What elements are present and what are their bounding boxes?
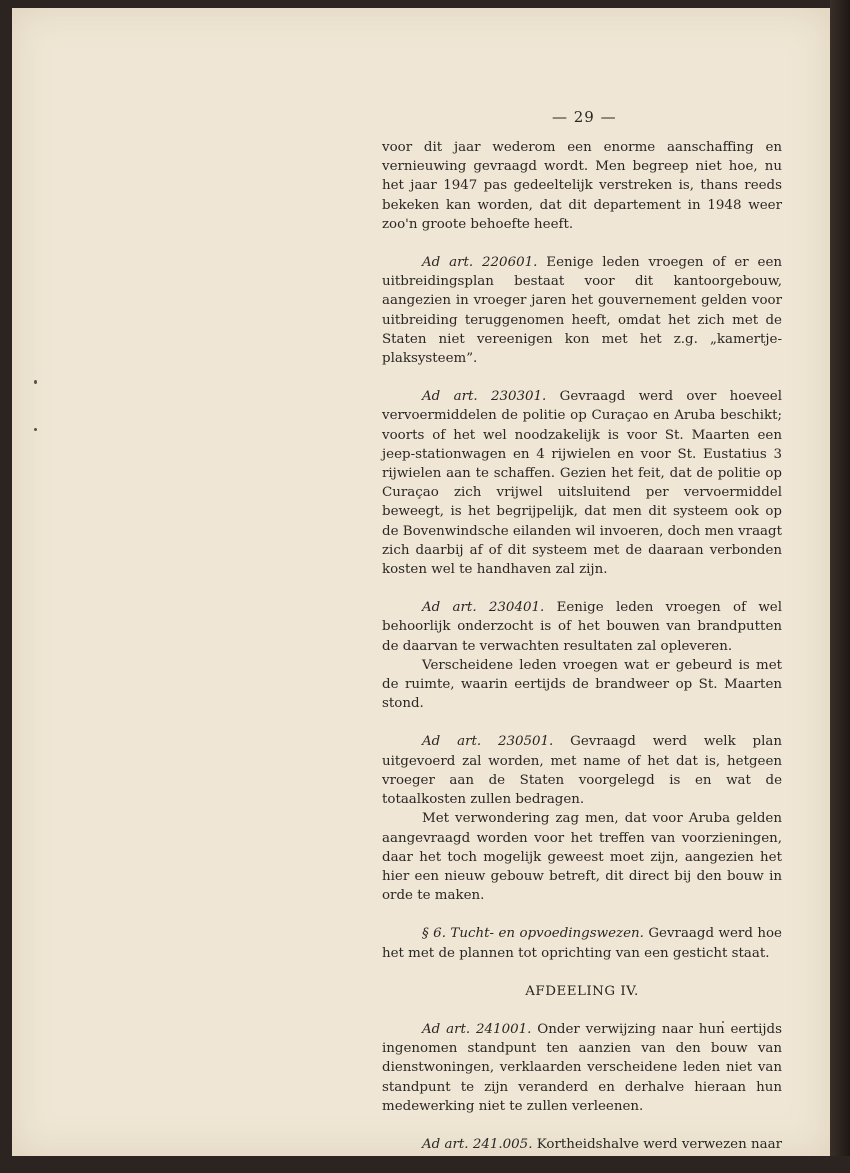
paragraph-text: voor dit jaar wederom een enorme aanschaffing en vernieuwing gevraagd wordt. Men begreep niet hoe, nu het jaar 1947 pas gedeeltelijk verstreken is, thans reeds bekeken kan worden, dat dit departement in 1948 weer zoo'n groote behoefte heeft. [382,140,782,232]
paragraph [382,809,782,905]
article-reference: Ad art. 230401. [422,600,545,616]
paragraph [382,1020,782,1116]
paragraph [382,656,782,714]
speck [34,380,37,384]
paragraph [382,598,782,656]
paragraph-text: Gevraagd werd over hoeveel vervoermiddelen de politie op Curaçao en Aruba beschikt; voorts of het wel noodzakelijk is voor St. Maarten een jeep-stationwagen en 4 rijwielen en voor St. Eustatius 3 rijwielen aan te schaffen. Gezien het feit, dat de politie op Curaçao zich vrijwel uitsluitend per vervoermiddel beweegt, is het begrijpelijk, dat men dit systeem ook op de Bovenwindsche eilanden wil invoeren, doch men vraagt zich daarbij af of dit systeem met de daaraan verbonden kosten wel te handhaven zal zijn. [382,389,782,578]
section-reference: § 6. Tucht- en opvoedingswezen. [422,926,644,942]
paragraph-text: Met verwondering zag men, dat voor Aruba gelden aangevraagd worden voor het treffen van voorzieningen, daar het toch mogelijk geweest moet zijn, aangezien het hier een nieuw gebouw betreft, dit direct bij den bouw in orde te maken. [382,811,782,904]
article-reference: Ad art. 220601. [422,255,538,271]
document-page [12,8,830,1156]
paragraph-text: Gevraagd werd welk plan uitgevoerd zal worden, met name of het dat is, hetgeen vroeger aan de Staten voorgelegd is en wat de totaalkosten zullen bedragen. [382,734,782,808]
paragraph [382,253,782,368]
paragraph-text: Kortheidshalve werd verwezen naar [536,1136,782,1152]
article-reference: Ad art. 241.005. [422,1136,533,1152]
body-text [382,138,782,1173]
paragraph-text: Gevraagd werd hoe het met de plannen tot oprichting van een gesticht staat. [382,926,782,961]
speck [34,428,37,431]
section-heading: AFDEELING IV. [525,983,639,999]
paragraph-text: Eenige leden vroegen of wel behoorlijk onderzocht is of het bouwen van brandputten de daarvan te verwachten resultaten zal opleveren. [382,600,782,654]
page-number: — 29 — [552,108,617,126]
scan-edge-right [830,0,850,1170]
scan-edge-bottom [0,1156,850,1170]
article-reference: Ad art. 241001. [422,1021,532,1037]
paragraph-text: Verscheidene leden vroegen wat er gebeurd is met de ruimte, waarin eertijds de brandweer op St. Maarten stond. [382,657,782,712]
paragraph [382,732,782,809]
article-reference: Ad art. 230501. [422,734,554,750]
article-reference: Ad art. 230301. [422,389,547,405]
paragraph [382,924,782,962]
paragraph-text: Eenige leden vroegen of er een uitbreidingsplan bestaat voor dit kantoorgebouw, aangezien in vroeger jaren het gouvernement gelden voor uitbreiding teruggenomen heeft, omdat het zich met de Staten niet vereenigen kon met het z.g. „kamertje-plaksysteem”. [382,255,783,367]
paragraph [382,138,782,234]
paragraph-text: Onder verwijzing naar hun eertijds ingenomen standpunt ten aanzien van den bouw van dienstwoningen, verklaarden verscheidene leden niet van standpunt te zijn veranderd en derhalve hieraan hun medewerking niet te zullen verleenen. [382,1021,782,1114]
paragraph [382,387,782,579]
